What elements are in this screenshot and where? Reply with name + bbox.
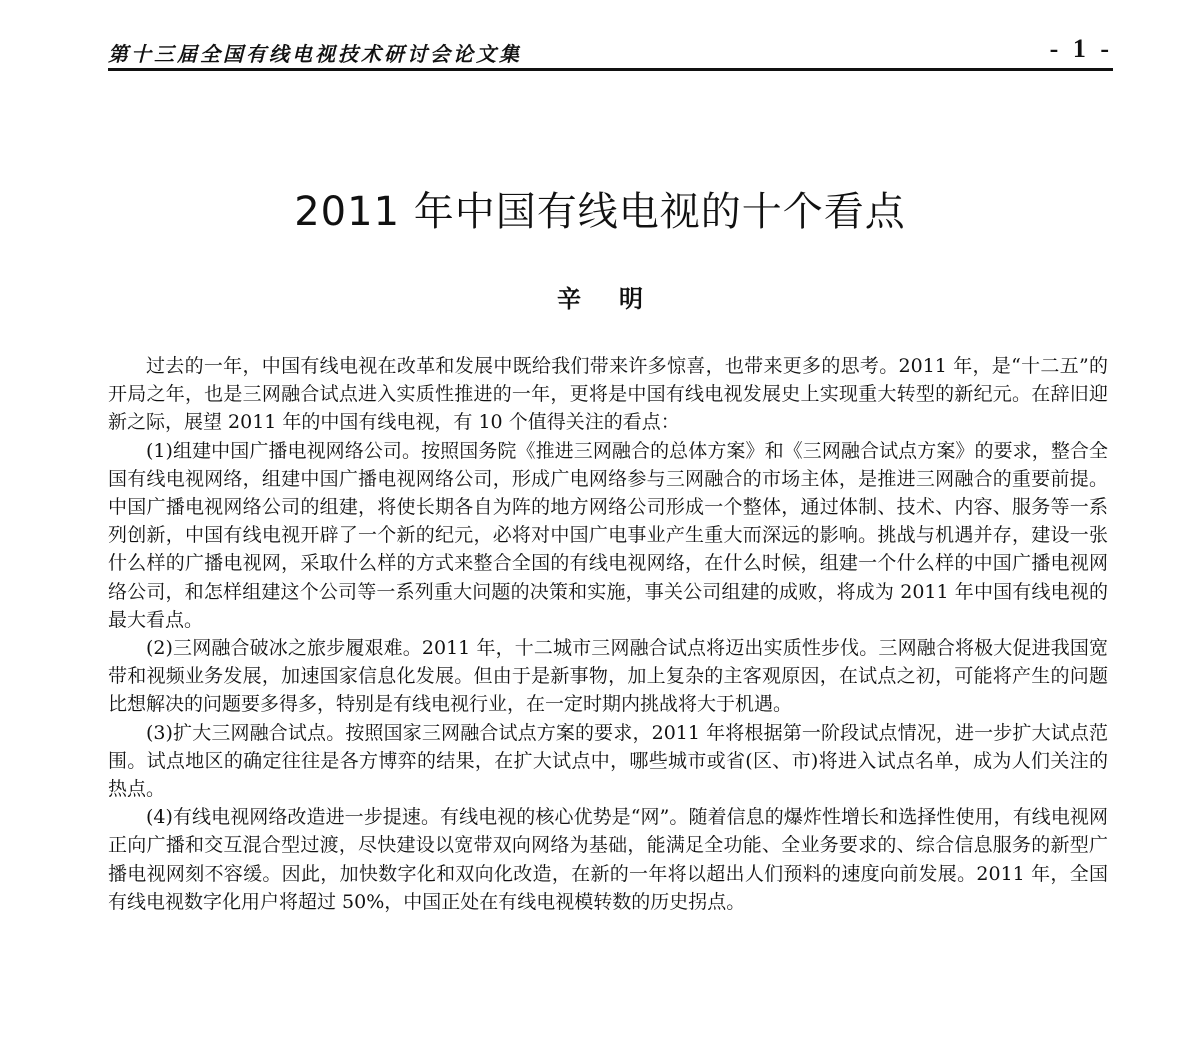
running-header-title: 第十三届全国有线电视技术研讨会论文集 <box>108 42 522 66</box>
paragraph-point-1: (1)组建中国广播电视网络公司。按照国务院《推进三网融合的总体方案》和《三网融合试点方案》的要求，整合全国有线电视网络，组建中国广播电视网络公司，形成广电网络参与三网融合的市场主体，是推进三网融合的重要前提。中国广播电视网络公司的组建，将使长期各自为阵的地方网络公司形成一个整体，通过体制、技术、内容、服务等一系列创新，中国有线电视开辟了一个新的纪元，必将对中国广电事业产生重大而深远的影响。挑战与机遇并存，建设一张什么样的广播电视网，采取什么样的方式来整合全国的有线电视网络，在什么时候，组建一个什么样的中国广播电视网络公司，和怎样组建这个公司等一系列重大问题的决策和实施，事关公司组建的成败，将成为 2011 年中国有线电视的最大看点。 <box>108 439 1108 631</box>
running-header <box>108 34 1113 71</box>
paragraph-point-4: (4)有线电视网络改造进一步提速。有线电视的核心优势是“网”。随着信息的爆炸性增长和选择性使用，有线电视网正向广播和交互混合型过渡，尽快建设以宽带双向网络为基础，能满足全功能、全业务要求的、综合信息服务的新型广播电视网刻不容缓。因此，加快数字化和双向化改造，在新的一年将以超出人们预料的速度向前发展。2011 年，全国有线电视数字化用户将超过 50%，中国正处在有线电视模转数的历史拐点。 <box>108 806 1108 913</box>
page-number: - 1 - <box>1049 34 1113 63</box>
article-body <box>108 352 1108 1051</box>
paragraph-point-3: (3)扩大三网融合试点。按照国家三网融合试点方案的要求，2011 年将根据第一阶段试点情况，进一步扩大试点范围。试点地区的确定往往是各方博弈的结果，在扩大试点中，哪些城市或省(区、市)将进入试点名单，成为人们关注的热点。 <box>108 721 1108 801</box>
article-title: 2011 年中国有线电视的十个看点 <box>294 189 906 235</box>
paragraph-point-2: (2)三网融合破冰之旅步履艰难。2011 年，十二城市三网融合试点将迈出实质性步伐。三网融合将极大促进我国宽带和视频业务发展，加速国家信息化发展。但由于是新事物，加上复杂的主客观原因，在试点之初，可能将产生的问题比想解决的问题要多得多，特别是有线电视行业，在一定时期内挑战将大于机遇。 <box>108 637 1108 716</box>
paragraph-intro: 过去的一年，中国有线电视在改革和发展中既给我们带来许多惊喜，也带来更多的思考。2011 年，是“十二五”的开局之年，也是三网融合试点进入实质性推进的一年，更将是中国有线电视发展史上实现重大转型的新纪元。在辞旧迎新之际，展望 2011 年的中国有线电视，有 10 个值得关注的看点： <box>108 355 1108 434</box>
author-name: 辛明 <box>557 285 681 313</box>
